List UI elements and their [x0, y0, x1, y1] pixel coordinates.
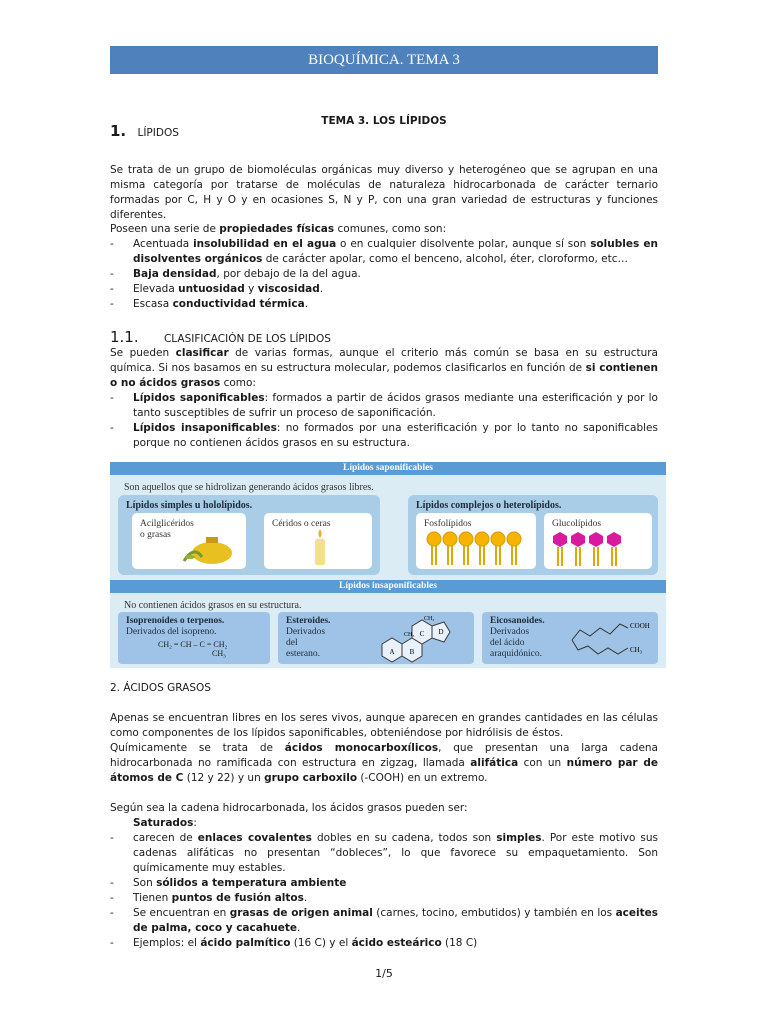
- list-item: - Se encuentran en grasas de origen animal (carnes, tocino, embutidos) y también en los aceites de palma, coco y cacahuete.: [110, 907, 659, 934]
- properties-list: [110, 222, 658, 312]
- glycolipids-label: Glucolípidos: [552, 519, 602, 529]
- section-2-heading: 2. ÁCIDOS GRASOS: [110, 682, 211, 694]
- ring-c: C: [419, 630, 425, 638]
- acylglycerides-label: Acilglicéridos: [140, 519, 194, 529]
- fatty-acids-p1: Apenas se encuentran libres en los seres vivos, aunque aparecen en grandes cantidades en las células como componentes de los lípidos saponificables, obteniéndose por hidrólisis de éstos.: [110, 712, 658, 739]
- phospholipids-card: [416, 513, 536, 569]
- section-1-1-heading: [110, 330, 331, 347]
- acylglycerides-card: [132, 513, 246, 569]
- section-1-1-number: 1.1.: [110, 328, 139, 346]
- intro-paragraph: Se trata de un grupo de biomoléculas orgánicas muy diverso y heterogéneo que se agrupan en una misma categoría por tratarse de moléculas de naturaleza hidrocarbonada de carácter ternario formadas por C, H y O y en ocasiones S, N y P, con una gran variedad de estructuras y funciones diferentes.: [110, 164, 658, 221]
- list-item: - Lípidos saponificables: formados a partir de ácidos grasos mediante una esterificación y por lo tanto susceptibles de sufrir un proceso de saponificación.: [110, 392, 658, 419]
- steroids-box: Esteroides. Derivados del esterano. A B C D CH₃ CH₃: [278, 612, 474, 664]
- isoprenoids-desc: Derivados del isopreno.: [126, 627, 217, 637]
- isoprene-formula: CH₂ = CH – C = CH₂ CH₃: [158, 640, 228, 658]
- candle-icon: [310, 527, 330, 567]
- isoprenoids-box: [118, 612, 270, 664]
- phospholipid-icon: [422, 529, 532, 569]
- list-item: - Lípidos insaponificables: no formados por una esterificación y por lo tanto no saponificables porque no contienen ácidos grasos en su estructura.: [110, 422, 658, 449]
- insaponifiable-caption: No contienen ácidos grasos en su estructura.: [124, 600, 302, 611]
- waxes-label: Céridos o ceras: [272, 519, 331, 529]
- saturated-heading: Saturados:: [133, 817, 197, 829]
- glycolipids-card: [544, 513, 652, 569]
- methyl-b: CH₃: [424, 616, 435, 622]
- sterane-icon: [364, 612, 474, 664]
- classification-block: [110, 346, 658, 451]
- list-item: - Acentuada insolubilidad en el agua o en cualquier disolvente polar, aunque sí son solubles en disolventes orgánicos de carácter apolar, como el benceno, alcohol, éter, cloroformo, etc…: [110, 238, 658, 265]
- arachidonic-icon: [562, 612, 662, 664]
- section-1-number: 1.: [110, 122, 127, 140]
- ring-a: A: [389, 648, 395, 656]
- saponifiable-caption: Son aquellos que se hidrolizan generando ácidos grasos libres.: [124, 482, 374, 493]
- fatty-acids-p3: Según sea la cadena hidrocarbonada, los ácidos grasos pueden ser:: [110, 802, 468, 814]
- list-item: - Elevada untuosidad y viscosidad.: [110, 283, 324, 295]
- section-1-1-label: CLASIFICACIÓN DE LOS LÍPIDOS: [163, 333, 331, 345]
- fatty-acids-block: [110, 711, 658, 951]
- list-item: - Baja densidad, por debajo de la del agua.: [110, 268, 361, 280]
- phospholipids-label: Fosfolípidos: [424, 519, 472, 529]
- glycolipid-icon: [548, 529, 648, 569]
- waxes-card: [264, 513, 372, 569]
- saponifiable-bar: Lípidos saponificables: [110, 462, 666, 475]
- fatty-acids-p2: Químicamente se trata de ácidos monocarboxílicos, que presentan una larga cadena hidrocarbonada no ramificada con estructura en zigzag, llamada alifática con un número par de átomos de C (12 y 22) y un grupo carboxilo (-COOH) en un extremo.: [110, 742, 658, 784]
- insaponifiable-bar: Lípidos insaponificables: [110, 580, 666, 593]
- section-1-heading: [110, 124, 179, 141]
- oil-jar-icon: [180, 527, 240, 567]
- section-1-label: LÍPIDOS: [137, 127, 179, 139]
- simple-lipids-title: Lípidos simples u hololípidos.: [126, 500, 253, 511]
- list-item: - Ejemplos: el ácido palmítico (16 C) y el ácido esteárico (18 C): [110, 937, 478, 949]
- eicosanoids-box: Eicosanoides. Derivados del ácido araquidónico. COOH CH₃: [482, 612, 658, 664]
- methyl-label: CH₃: [630, 646, 643, 654]
- carboxyl-label: COOH: [630, 622, 650, 630]
- eicosanoids-title: Eicosanoides.: [490, 616, 545, 626]
- methyl-a: CH₃: [404, 632, 415, 638]
- complex-lipids-panel: [408, 495, 658, 575]
- list-item: - carecen de enlaces covalentes dobles en su cadena, todos son simples. Por este motivo sus cadenas alifáticas no presentan “dobleces”, lo que favorece su empaquetamiento. Son químicamente muy estables.: [110, 832, 658, 874]
- list-item: - Tienen puntos de fusión altos.: [110, 892, 308, 904]
- classification-paragraph: Se pueden clasificar de varias formas, aunque el criterio más común se basa en su estructura química. Si nos basamos en su estructura molecular, podemos clasificarlos en función de si contienen o no ácidos grasos como:: [110, 347, 658, 389]
- ring-b: B: [409, 648, 415, 656]
- page-title: TEMA 3. LOS LÍPIDOS: [321, 115, 447, 127]
- complex-lipids-title: Lípidos complejos o heterolípidos.: [416, 500, 562, 511]
- page-number: 1/5: [375, 967, 393, 980]
- simple-lipids-panel: [118, 495, 380, 575]
- list-item: - Son sólidos a temperatura ambiente: [110, 877, 347, 889]
- steroids-title: Esteroides.: [286, 616, 331, 626]
- document-header: BIOQUÍMICA. TEMA 3: [110, 46, 658, 74]
- isoprenoids-title: Isoprenoides o terpenos.: [126, 616, 225, 626]
- ring-d: D: [438, 628, 444, 636]
- acylglycerides-label-2: o grasas: [140, 530, 171, 540]
- list-item: - Escasa conductividad térmica.: [110, 298, 309, 310]
- lipids-classification-figure: [110, 462, 666, 668]
- properties-lead: Poseen una serie de propiedades físicas comunes, como son:: [110, 223, 447, 235]
